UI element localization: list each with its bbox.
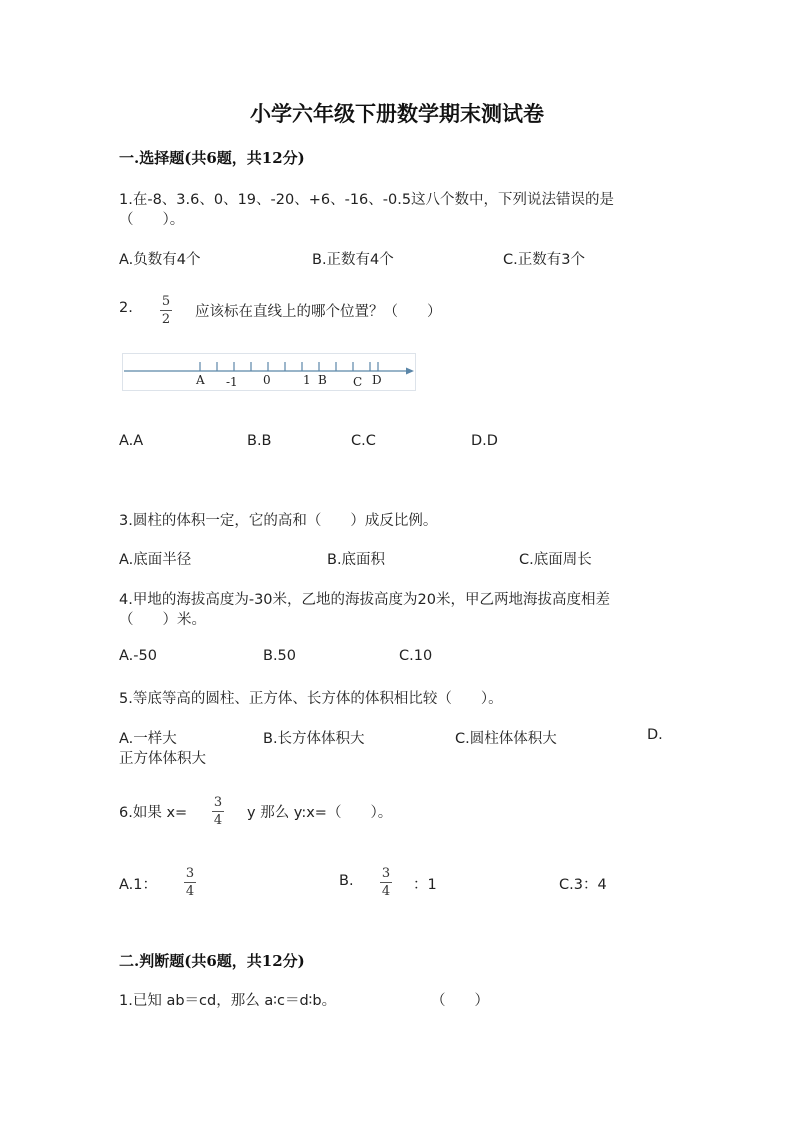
question-6-option-c[interactable]: C.3：4 [559, 877, 607, 893]
question-2-option-c[interactable]: C.C [351, 433, 376, 449]
question-6-option-b-fraction [380, 866, 392, 899]
question-4-line1: 4.甲地的海拔高度为-30米，乙地的海拔高度为20米，甲乙两地海拔高度相差 [119, 592, 610, 608]
question-6-fraction [212, 795, 224, 828]
question-5-text: 5.等底等高的圆柱、正方体、长方体的体积相比较（ ）。 [119, 691, 503, 707]
question-4-line2: （ ）米。 [119, 612, 206, 628]
question-3-text: 3.圆柱的体积一定，它的高和（ ）成反比例。 [119, 513, 438, 529]
fraction-bar [184, 882, 196, 883]
number-line-label-0: 0 [263, 373, 271, 387]
number-line-label-minus1: -1 [226, 375, 238, 389]
section-heading-judgement: 二.判断题(共6题，共12分) [119, 952, 305, 970]
fraction-numerator: 3 [185, 866, 195, 881]
fraction-denominator: 2 [161, 312, 171, 327]
number-line-label-a: A [196, 373, 205, 387]
question-2-fraction [160, 294, 172, 327]
judgement-1-answer-blank[interactable]: （ ） [431, 993, 489, 1009]
question-5-option-b[interactable]: B.长方体体积大 [263, 731, 365, 747]
number-line-ticks [200, 362, 378, 371]
number-line-figure [122, 353, 416, 391]
number-line-label-1: 1 [303, 373, 311, 387]
question-6-option-a-fraction [184, 866, 196, 899]
question-1-option-a[interactable]: A.负数有4个 [119, 252, 201, 268]
section-heading-choice: 一.选择题(共6题，共12分) [119, 149, 305, 167]
question-5-option-d-continued: 正方体体积大 [119, 751, 206, 767]
fraction-bar [160, 310, 172, 311]
question-2-option-b[interactable]: B.B [247, 433, 272, 449]
question-3-option-c[interactable]: C.底面周长 [519, 552, 592, 568]
question-2-option-a[interactable]: A.A [119, 433, 144, 449]
question-4-option-b[interactable]: B.50 [263, 648, 297, 664]
question-5-option-d[interactable]: D. [647, 727, 663, 743]
fraction-bar [380, 882, 392, 883]
question-5-option-c[interactable]: C.圆柱体体积大 [455, 731, 557, 747]
question-1-line2: （ ）。 [119, 212, 185, 228]
question-2-text: 应该标在直线上的哪个位置？（ ） [195, 304, 442, 320]
fraction-denominator: 4 [213, 813, 223, 828]
fraction-numerator: 3 [213, 795, 223, 810]
judgement-1-text: 1.已知 ab＝cd，那么 a∶c＝d∶b。 [119, 993, 337, 1009]
question-2-number: 2. [119, 300, 133, 316]
question-5-option-a[interactable]: A.一样大 [119, 731, 177, 747]
question-6-option-b-suffix: ：1 [413, 877, 437, 893]
fraction-numerator: 5 [161, 294, 171, 309]
question-1-option-b[interactable]: B.正数有4个 [312, 252, 394, 268]
number-line-label-d: D [372, 373, 382, 387]
number-line-label-c: C [353, 375, 363, 389]
question-3-option-a[interactable]: A.底面半径 [119, 552, 192, 568]
question-3-option-b[interactable]: B.底面积 [327, 552, 386, 568]
page-title: 小学六年级下册数学期末测试卷 [250, 101, 544, 126]
question-6-suffix: y 那么 y:x=（ ）。 [247, 805, 393, 821]
question-2-option-d[interactable]: D.D [471, 433, 498, 449]
question-6-option-a-prefix[interactable]: A.1： [119, 877, 157, 893]
fraction-denominator: 4 [381, 884, 391, 899]
fraction-numerator: 3 [381, 866, 391, 881]
question-6-option-b-prefix[interactable]: B. [339, 873, 354, 889]
fraction-denominator: 4 [185, 884, 195, 899]
question-6-prefix: 6.如果 x= [119, 805, 188, 821]
number-line-arrow-icon [406, 368, 414, 375]
question-1-option-c[interactable]: C.正数有3个 [503, 252, 585, 268]
number-line-label-b: B [318, 373, 327, 387]
question-4-option-c[interactable]: C.10 [399, 648, 433, 664]
question-1-line1: 1.在-8、3.6、0、19、-20、+6、-16、-0.5这八个数中，下列说法错误的是 [119, 192, 615, 208]
fraction-bar [212, 811, 224, 812]
question-4-option-a[interactable]: A.-50 [119, 648, 157, 664]
